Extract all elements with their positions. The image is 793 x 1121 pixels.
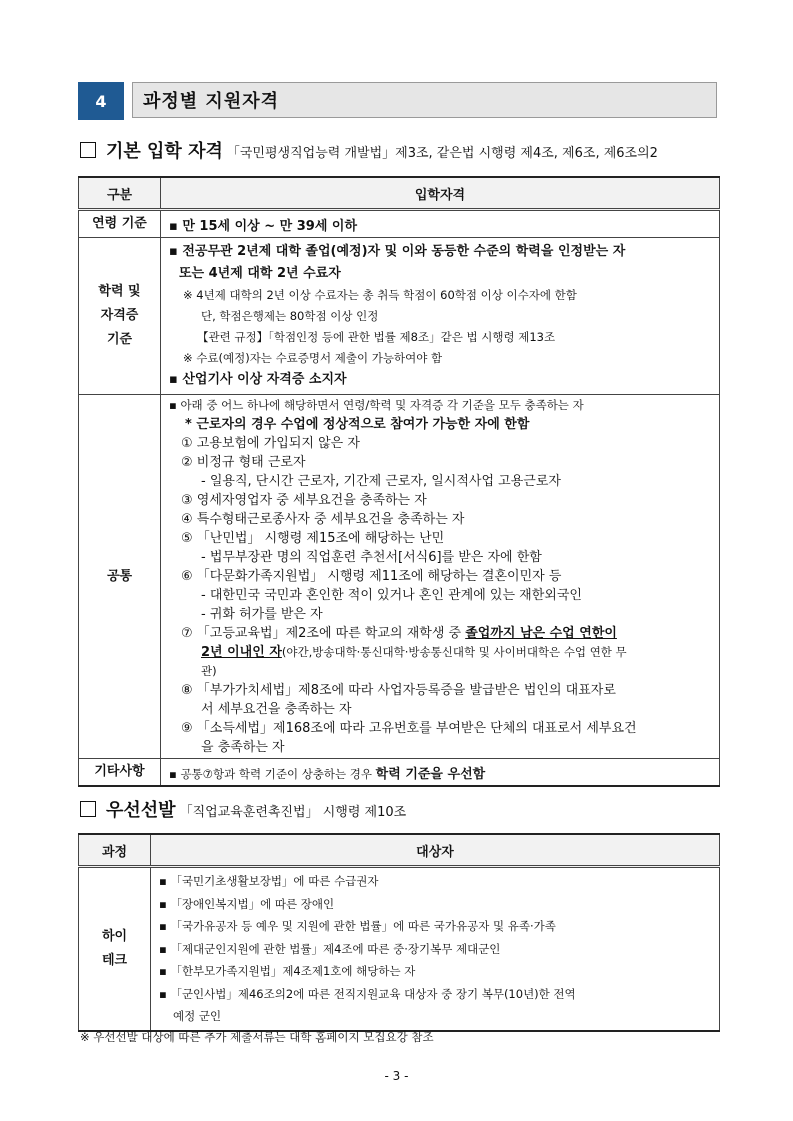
common-line: 을 충족하는 자: [201, 740, 285, 755]
common-line: ⑥ 「다문화가족지원법」 시행령 제11조에 해당하는 결혼이민자 등: [181, 569, 562, 584]
common-line: 관): [201, 664, 217, 678]
table-row-hightech: [79, 867, 720, 1031]
table-header-row: [79, 177, 720, 210]
target-line: ▪ 「한부모가족지원법」제4조제1호에 해당하는 자: [159, 964, 416, 978]
priority-heading-ref: 「직업교육훈련촉진법」 시행령 제10조: [179, 805, 407, 820]
table-row-education: [79, 238, 720, 395]
target-line: ▪ 「국가유공자 등 예우 및 지원에 관한 법률」에 따른 국가유공자 및 유족·가족: [159, 919, 556, 933]
common-line: - 일용직, 단시간 근로자, 기간제 근로자, 일시적사업 고용근로자: [201, 474, 561, 489]
etc-content: [161, 759, 720, 787]
checkbox-square-icon: [80, 142, 96, 158]
education-line: 또는 4년제 대학 2년 수료자: [179, 266, 341, 281]
col-header-qualification: 입학자격: [161, 177, 720, 210]
target-line: ▪ 「국민기초생활보장법」에 따른 수급권자: [159, 874, 379, 888]
common-line: - 대한민국 국민과 혼인한 적이 있거나 혼인 관계에 있는 재한외국인: [201, 588, 582, 603]
common-line-emphasis: 졸업까지 남은 수업 연한이: [465, 626, 617, 641]
table-row-common: [79, 395, 720, 759]
education-line: ▪ 전공무관 2년제 대학 졸업(예정)자 및 이와 동등한 수준의 학력을 인정받는 자: [169, 244, 626, 259]
target-line: 예정 군인: [173, 1009, 222, 1023]
common-line: [169, 624, 713, 643]
course-label-line: 하이: [101, 928, 128, 944]
education-note: ※ 4년제 대학의 2년 이상 수료자는 총 취득 학점이 60학점 이상 이수자에 한함: [183, 288, 577, 302]
age-text: ▪ 만 15세 이상 ~ 만 39세 이하: [161, 210, 720, 238]
table-row-age: [79, 210, 720, 238]
common-label: 공통: [79, 395, 161, 759]
common-line: - 법무부장관 명의 직업훈련 추천서[서식6]를 받은 자에 한함: [201, 550, 542, 565]
section-number: 4: [78, 82, 124, 120]
common-line: * 근로자의 경우 수업에 정상적으로 참여가 가능한 자에 한함: [185, 417, 530, 432]
education-label-line: 학력 및: [98, 284, 141, 299]
common-content: [161, 395, 720, 759]
page-number: - 3 -: [384, 1069, 409, 1083]
common-line: ⑨ 「소득세법」제168조에 따라 고유번호를 부여받은 단체의 대표로서 세부요건: [181, 721, 637, 736]
priority-heading: [80, 796, 406, 822]
target-content: [151, 867, 720, 1031]
etc-label: 기타사항: [79, 759, 161, 787]
common-line-text: ⑦ 「고등교육법」제2조에 따른 학교의 재학생 중: [181, 626, 466, 641]
common-line-emphasis: 2년 이내인 자: [201, 645, 282, 660]
table-header-row: [79, 834, 720, 867]
education-note: 【관련 규정】「학점인정 등에 관한 법률 제8조」같은 법 시행령 제13조: [197, 330, 556, 344]
common-line: ③ 영세자영업자 중 세부요건을 충족하는 자: [181, 493, 427, 508]
common-line: ⑧ 「부가가치세법」제8조에 따라 사업자등록증을 발급받은 법인의 대표자로: [181, 683, 616, 698]
target-line: ▪ 「장애인복지법」에 따른 장애인: [159, 896, 335, 911]
education-note: 단, 학점은행제는 80학점 이상 인정: [201, 309, 379, 323]
common-line: ⑤ 「난민법」 시행령 제15조에 해당하는 난민: [181, 531, 445, 546]
course-label: [79, 867, 151, 1031]
course-label-line: 테크: [101, 952, 128, 968]
common-line: ① 고용보험에 가입되지 않은 자: [181, 436, 360, 451]
section-title: 과정별 지원자격: [132, 82, 717, 118]
checkbox-square-icon: [80, 801, 96, 817]
basic-heading-title: 기본 입학 자격: [106, 141, 223, 162]
common-line-text: (야간,방송대학·통신대학·방송통신대학 및 사이버대학은 수업 연한 무: [281, 645, 627, 659]
education-note: ※ 수료(예정)자는 수료증명서 제출이 가능하여야 함: [183, 351, 443, 365]
etc-text: ▪ 공통⑦항과 학력 기준이 상충하는 경우: [169, 766, 376, 781]
common-line: ▪ 아래 중 어느 하나에 해당하면서 연령/학력 및 자격증 각 기준을 모두 충족하는 자: [169, 398, 584, 412]
common-line: 서 세부요건을 충족하는 자: [201, 702, 352, 717]
table-row-etc: [79, 759, 720, 787]
age-label: 연령 기준: [79, 210, 161, 238]
section-header: [78, 82, 719, 120]
col-header-course: 과정: [79, 834, 151, 867]
basic-heading-ref: 「국민평생직업능력 개발법」제3조, 같은법 시행령 제4조, 제6조, 제6조의2: [226, 146, 658, 161]
priority-heading-title: 우선선발: [106, 800, 176, 821]
common-line: - 귀화 허가를 받은 자: [201, 607, 323, 622]
education-label-line: 자격증: [100, 308, 139, 323]
basic-heading: [80, 137, 658, 163]
education-label-line: 기준: [106, 332, 133, 347]
education-label: [79, 238, 161, 395]
target-line: ▪ 「제대군인지원에 관한 법률」제4조에 따른 중·장기복무 제대군인: [159, 941, 501, 956]
education-line: ▪ 산업기사 이상 자격증 소지자: [169, 372, 347, 387]
etc-emphasis: 학력 기준을 우선함: [375, 766, 486, 782]
basic-qualification-table: [78, 176, 720, 787]
education-content: [161, 238, 720, 395]
col-header-target: 대상자: [151, 834, 720, 867]
priority-table: [78, 833, 720, 1032]
common-line: ② 비정규 형태 근로자: [181, 455, 306, 470]
col-header-gubun: 구분: [79, 177, 161, 210]
target-line: ▪ 「군인사법」제46조의2에 따른 전직지원교육 대상자 중 장기 복무(10년)한 전역: [159, 986, 576, 1001]
common-line: ④ 특수형태근로종사자 중 세부요건을 충족하는 자: [181, 512, 465, 527]
footnote: ※ 우선선발 대상에 따른 추가 제출서류는 대학 홈페이지 모집요강 참조: [80, 1030, 434, 1044]
common-line: [169, 643, 713, 662]
